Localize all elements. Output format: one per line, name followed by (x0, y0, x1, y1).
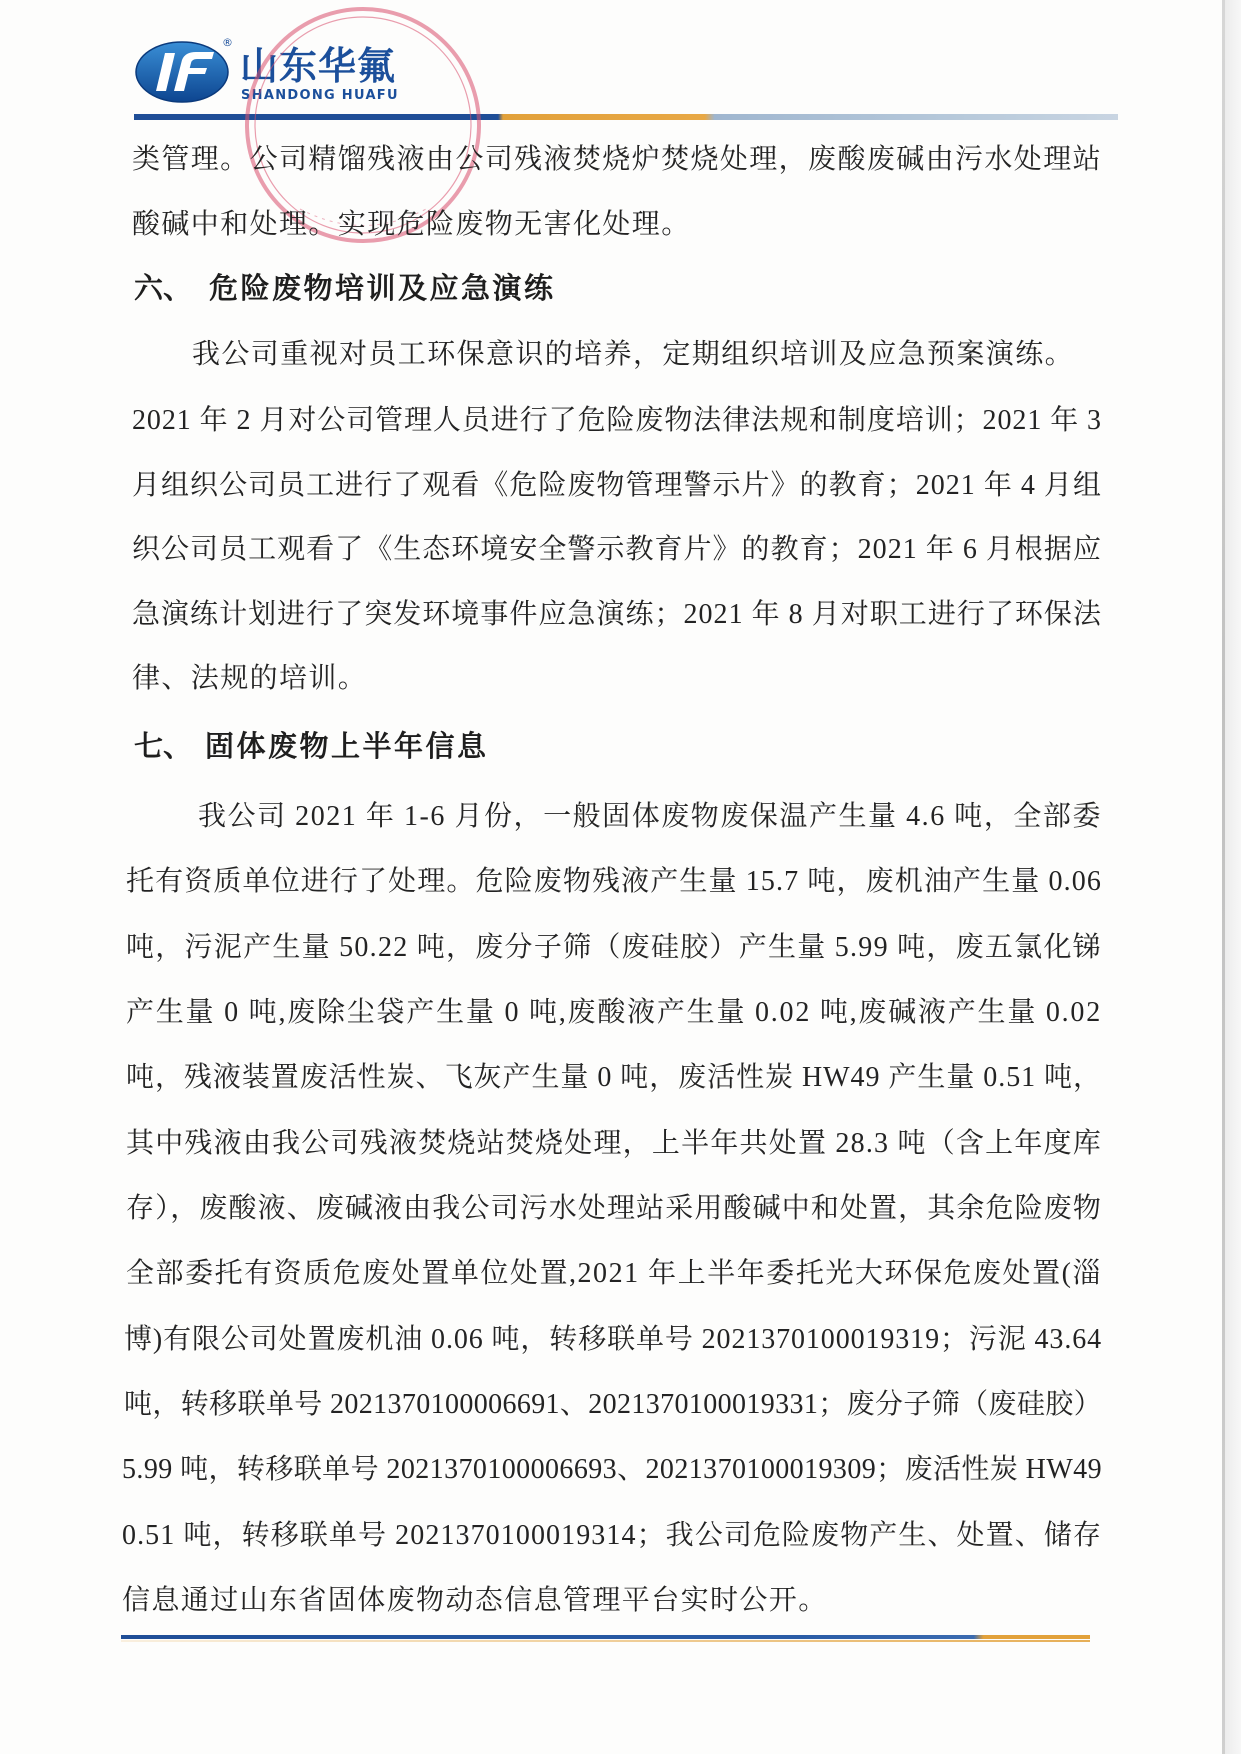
intro-line-text: 酸碱中和处理。实现危险废物无害化处理。 (132, 209, 691, 240)
section7-line-text: 博)有限公司处置废机油 0.06 吨，转移联单号 2021370100019319；污泥 43.64 (124, 1324, 1102, 1355)
section6-line-text: 我公司重视对员工环保意识的培养，定期组织培训及应急预案演练。 (192, 339, 1075, 370)
section7-line-text: 存），废酸液、废碱液由我公司污水处理站采用酸碱中和处置，其余危险废物 (126, 1193, 1102, 1224)
section7-line (124, 1320, 1102, 1360)
section7-line-text: 其中残液由我公司残液焚烧站焚烧处理，上半年共处置 28.3 吨（含上年度库 (126, 1128, 1102, 1159)
section6-number: 六、 (134, 271, 193, 305)
intro-line (132, 205, 1102, 245)
section7-line (126, 993, 1102, 1033)
section7-line-text: 吨，残液装置废活性炭、飞灰产生量 0 吨，废活性炭 HW49 产生量 0.51 吨， (126, 1062, 1102, 1093)
section7-line-text: 托有资质单位进行了处理。危险废物残液产生量 15.7 吨，废机油产生量 0.06 (126, 866, 1102, 897)
section7-line-text: 信息通过山东省固体废物动态信息管理平台实时公开。 (122, 1585, 828, 1616)
section7-line (126, 1254, 1102, 1294)
company-name-cn: 山东华氟 (240, 44, 397, 88)
section7-line (124, 1385, 1102, 1425)
intro-line-text: 类管理。公司精馏残液由公司残液焚烧炉焚烧处理，废酸废碱由污水处理站 (132, 144, 1102, 175)
section7-line (122, 1450, 1102, 1490)
section7-line (126, 862, 1102, 902)
section6-line (192, 335, 1102, 375)
section7-line-text: 产生量 0 吨,废除尘袋产生量 0 吨,废酸液产生量 0.02 吨,废碱液产生量 0.02 (126, 997, 1102, 1028)
section6-line (132, 401, 1102, 441)
section6-line-text: 月组织公司员工进行了观看《危险废物管理警示片》的教育；2021 年 4 月组 (132, 470, 1102, 501)
section6-line (132, 466, 1102, 506)
intro-line (132, 140, 1102, 180)
huafu-logo-icon (134, 38, 234, 104)
section7-line-text: 全部委托有资质危废处置单位处置,2021 年上半年委托光大环保危废处置(淄 (126, 1258, 1102, 1289)
scan-edge (1222, 0, 1225, 1754)
registered-mark: ® (222, 36, 233, 49)
section7-line (126, 1189, 1102, 1229)
section6-line-text: 急演练计划进行了突发环境事件应急演练；2021 年 8 月对职工进行了环保法 (132, 599, 1102, 630)
section6-line (132, 659, 1102, 699)
section6-line (132, 595, 1102, 635)
section7-line-text: 吨，转移联单号 2021370100006691、2021370100019331；废分子筛（废硅胶） (124, 1389, 1102, 1420)
section7-line-text: 吨，污泥产生量 50.22 吨，废分子筛（废硅胶）产生量 5.99 吨，废五氯化锑 (126, 932, 1102, 963)
section7-line-text: 我公司 2021 年 1-6 月份，一般固体废物废保温产生量 4.6 吨，全部委 (198, 801, 1102, 832)
section6-line-text: 律、法规的培训。 (132, 663, 368, 694)
section6-line-text: 织公司员工观看了《生态环境安全警示教育片》的教育；2021 年 6 月根据应 (132, 534, 1102, 565)
company-name-en: SHANDONG HUAFU (241, 88, 399, 103)
section7-line (122, 1581, 1102, 1621)
section7-line (126, 928, 1102, 968)
header-rule (134, 114, 1118, 120)
section7-line (126, 1124, 1102, 1164)
section7-number: 七、 (134, 729, 193, 763)
scan-shade (1225, 0, 1241, 1754)
footer-rule (121, 1635, 1090, 1639)
section6-title: 危险废物培训及应急演练 (209, 271, 556, 305)
section6-line (132, 530, 1102, 570)
section7-line-text: 5.99 吨，转移联单号 2021370100006693、2021370100019309；废活性炭 HW49 (122, 1454, 1102, 1485)
footer-rule-accent (121, 1640, 1090, 1642)
section7-line-text: 0.51 吨，转移联单号 2021370100019314；我公司危险废物产生、处置、储存 (122, 1520, 1102, 1551)
section6-line-text: 2021 年 2 月对公司管理人员进行了危险废物法律法规和制度培训；2021 年 3 (132, 405, 1102, 436)
section7-line (126, 1058, 1102, 1098)
section7-title: 固体废物上半年信息 (205, 729, 489, 763)
section7-line (198, 797, 1102, 837)
section7-line (122, 1516, 1102, 1556)
